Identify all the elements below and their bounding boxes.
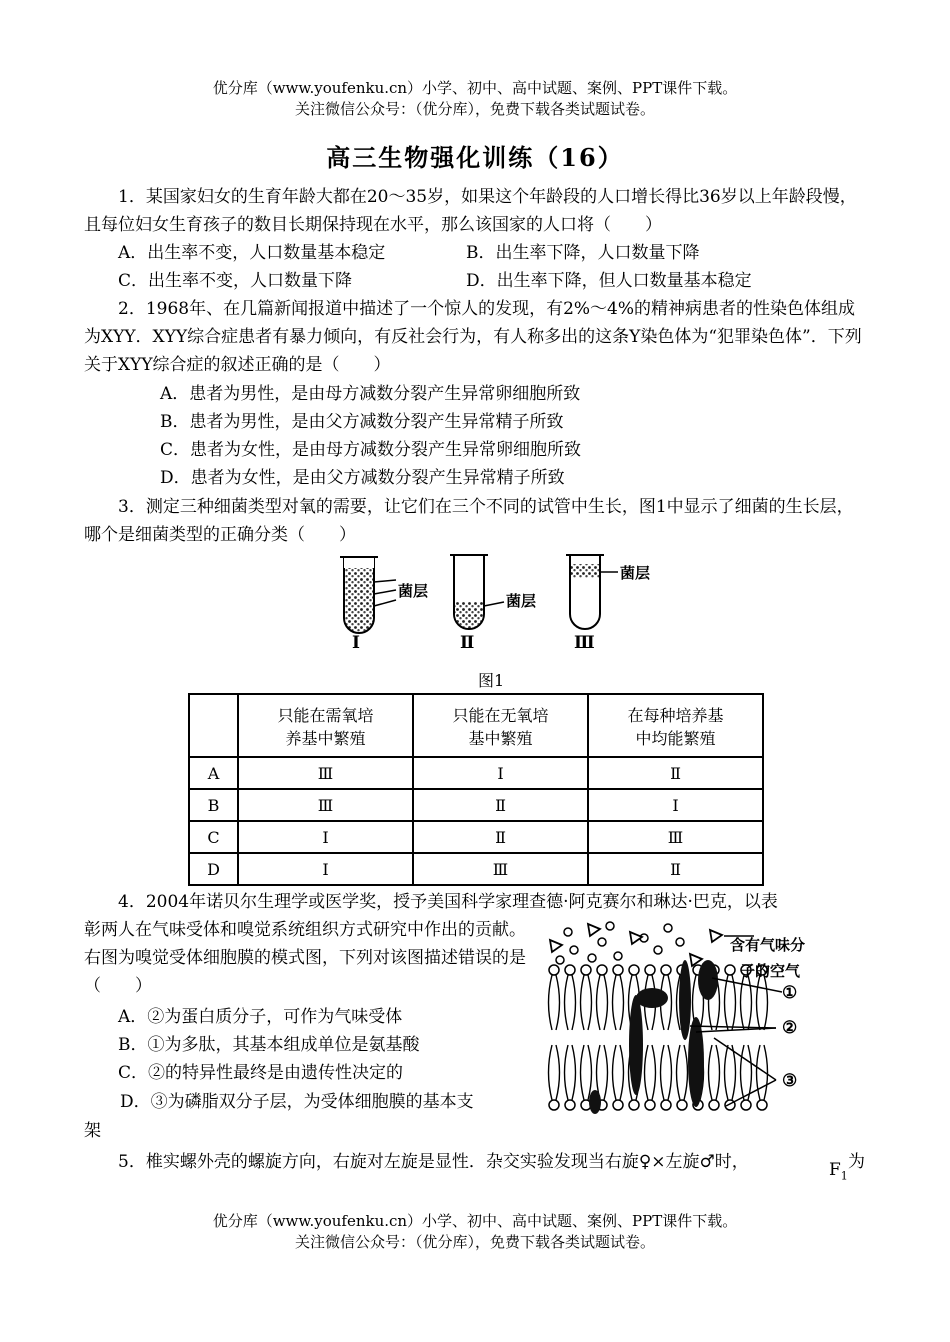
table-header-row: [189, 694, 763, 757]
lipid-tail: [757, 975, 768, 1030]
lipid-tail: [645, 1045, 656, 1100]
odor-molecule: [564, 928, 572, 936]
question-2-text: 2．1968年、在几篇新闻报道中描述了一个惊人的发现，有2%～4%的精神病患者的性染色体组成为XYY．XYY综合症患者有暴力倾向，有反社会行为，有人称多出的这条Y染色体为“犯罪染色体”．下列关于XYY综合症的叙述正确的是（ ）: [84, 299, 862, 375]
lipid-tail: [597, 1045, 608, 1100]
f1-symbol: [829, 1160, 848, 1182]
tube-2-name: Ⅱ: [460, 633, 475, 652]
question-1-option-c: C．出生率不变，人口数量下降: [118, 271, 353, 291]
lipid-head: [645, 1100, 655, 1110]
lipid-tail: [725, 1045, 736, 1100]
lipid-tail: [549, 975, 560, 1030]
table-cell: Ⅱ: [588, 757, 763, 789]
odor-molecule: [606, 922, 614, 930]
lipid-tail: [565, 975, 576, 1030]
table-cell: Ⅲ: [238, 757, 413, 789]
table-cell: I: [238, 853, 413, 885]
lipid-head: [597, 965, 607, 975]
lipid-tail: [709, 1045, 720, 1100]
tube-2-layer-label: 菌层: [506, 592, 537, 610]
lipid-head: [629, 965, 639, 975]
lipid-head: [613, 1100, 623, 1110]
table-header-cell: [413, 694, 588, 757]
odor-molecule: [588, 954, 596, 962]
odor-molecule: [630, 932, 642, 944]
question-4-option-a: A．②为蛋白质分子，可作为气味受体: [118, 1007, 403, 1027]
header-line: 基中繁殖: [468, 728, 533, 748]
question-4-text: 彰两人在气味受体和嗅觉系统组织方式研究中作出的贡献。右图为嗅觉受体细胞膜的模式图，下列对该图描述错误的是（ ）: [84, 920, 526, 996]
question-2-option-d: D．患者为女性，是由父方减数分裂产生异常精子所致: [160, 468, 565, 488]
lipid-head: [661, 965, 671, 975]
lipid-head: [613, 965, 623, 975]
odor-molecule: [588, 924, 600, 936]
tube-1-name: Ⅰ: [352, 633, 360, 652]
tube-1-layer-label: 菌层: [398, 582, 429, 600]
figure-1-caption: 图1: [478, 671, 505, 690]
table-cell: I: [413, 757, 588, 789]
table-cell: I: [238, 821, 413, 853]
lipid-head: [549, 1100, 559, 1110]
table-cell: D: [189, 853, 238, 885]
table-header-cell: [588, 694, 763, 757]
question-4-option-b: B．①为多肽，其基本组成单位是氨基酸: [118, 1035, 420, 1055]
footer-line-1: 优分库（www.youfenku.cn）小学、初中、高中试题、案例、PPT课件下载。: [212, 1212, 738, 1230]
table-cell: Ⅱ: [413, 789, 588, 821]
lipid-head: [581, 965, 591, 975]
odor-molecule: [570, 946, 578, 954]
lipid-tail: [677, 1045, 688, 1100]
odor-air-label-2: 子的空气: [740, 962, 801, 980]
header-line-2: 关注微信公众号：（优分库），免费下载各类试题试卷。: [294, 100, 655, 118]
test-tube-3: [566, 555, 618, 629]
membrane-figure: [540, 920, 870, 1120]
question-4-option-d: D．③为磷脂双分子层，为受体细胞膜的基本支: [120, 1092, 474, 1112]
label-mark-1: ①: [782, 983, 798, 1003]
odor-molecule: [556, 956, 564, 964]
lipid-tail: [725, 975, 736, 1030]
table-header-cell: [238, 694, 413, 757]
question-3-text: 3．测定三种细菌类型对氧的需要，让它们在三个不同的试管中生长，图1中显示了细菌的生长层，哪个是细菌类型的正确分类（ ）: [84, 497, 854, 545]
table-cell: Ⅲ: [238, 789, 413, 821]
table-cell: Ⅱ: [588, 853, 763, 885]
table-cell: I: [588, 789, 763, 821]
table-row: [189, 789, 763, 821]
lipid-tail: [741, 1045, 752, 1100]
question-1-option-d: D．出生率下降，但人口数量基本稳定: [466, 271, 752, 291]
label-mark-2: ②: [782, 1018, 798, 1038]
answer-table: [188, 693, 764, 886]
test-tube-2: [450, 555, 504, 629]
lipid-head: [741, 1100, 751, 1110]
lipid-tail: [549, 1045, 560, 1100]
question-2-option-a: A．患者为男性，是由母方减数分裂产生异常卵细胞所致: [160, 384, 581, 404]
table-cell: Ⅲ: [413, 853, 588, 885]
lipid-head: [709, 1100, 719, 1110]
lipid-head: [757, 1100, 767, 1110]
question-2-option-c: C．患者为女性，是由母方减数分裂产生异常卵细胞所致: [160, 440, 582, 460]
lipid-tail: [581, 975, 592, 1030]
table-cell: Ⅱ: [413, 821, 588, 853]
footer-line-2: 关注微信公众号：（优分库），免费下载各类试题试卷。: [294, 1233, 655, 1251]
header-line: 养基中繁殖: [285, 728, 366, 748]
table-row: [189, 821, 763, 853]
odor-molecule: [614, 952, 622, 960]
lipid-tail: [581, 1045, 592, 1100]
label-mark-3: ③: [782, 1071, 798, 1091]
question-4-option-d-cont: 架: [84, 1121, 101, 1141]
odor-molecule: [654, 946, 662, 954]
table-row: [189, 757, 763, 789]
tube-3-layer-label: 菌层: [620, 564, 651, 582]
question-5-text: 5．椎实螺外壳的螺旋方向，右旋对左旋是显性．杂交实验发现当右旋♀×左旋♂时，: [118, 1152, 749, 1172]
header-line: 在每种培养基: [627, 705, 724, 725]
table-cell: A: [189, 757, 238, 789]
table-corner-cell: [189, 694, 238, 757]
lipid-head: [725, 965, 735, 975]
phospholipid-bilayer: [549, 965, 768, 1110]
f1-subscript: 1: [840, 1169, 848, 1183]
lipid-head: [661, 1100, 671, 1110]
lipid-tail: [613, 1045, 624, 1100]
lipid-head: [549, 965, 559, 975]
lipid-tail: [741, 975, 752, 1030]
odor-molecule: [676, 938, 684, 946]
page-title: 高三生物强化训练（16）: [326, 143, 624, 172]
tube-3-name: Ⅲ: [574, 633, 595, 652]
lipid-head: [645, 965, 655, 975]
question-1-option-a: A．出生率不变，人口数量基本稳定: [118, 243, 386, 263]
odor-molecule: [690, 954, 702, 966]
lipid-tail: [661, 1045, 672, 1100]
header-line: 只能在无氧培: [452, 705, 549, 725]
lipid-head: [565, 965, 575, 975]
question-4-line-1: 4．2004年诺贝尔生理学或医学奖，授予美国科学家理查德·阿克赛尔和琳达·巴克，以表: [118, 892, 778, 912]
lipid-head: [629, 1100, 639, 1110]
question-5-tail: 为: [848, 1152, 865, 1172]
odor-molecule: [598, 938, 606, 946]
table-cell: Ⅲ: [588, 821, 763, 853]
odor-air-label-1: 含有气味分: [730, 936, 806, 954]
header-line: 只能在需氧培: [277, 705, 374, 725]
lipid-tail: [597, 975, 608, 1030]
odor-molecule: [664, 924, 672, 932]
odor-molecules: [550, 922, 722, 966]
table-row: [189, 853, 763, 885]
f1-letter: F: [829, 1160, 841, 1180]
question-1-option-b: B．出生率下降，人口数量下降: [466, 243, 700, 263]
header-line-1: 优分库（www.youfenku.cn）小学、初中、高中试题、案例、PPT课件下载。: [212, 79, 738, 97]
table-cell: B: [189, 789, 238, 821]
lipid-head: [565, 1100, 575, 1110]
lipid-tail: [565, 1045, 576, 1100]
header-line: 中均能繁殖: [635, 728, 716, 748]
question-2-option-b: B．患者为男性，是由父方减数分裂产生异常精子所致: [160, 412, 564, 432]
test-tube-1: [340, 557, 396, 633]
test-tube-figure: [330, 548, 660, 652]
odor-molecule: [550, 940, 562, 952]
table-cell: C: [189, 821, 238, 853]
odor-molecule: [710, 930, 722, 942]
lipid-head: [677, 1100, 687, 1110]
question-4-option-c: C．②的特异性最终是由遗传性决定的: [118, 1063, 404, 1083]
lipid-tail: [613, 975, 624, 1030]
question-1-text: 1．某国家妇女的生育年龄大都在20～35岁，如果这个年龄段的人口增长得比36岁以上年龄段慢，且每位妇女生育孩子的数目长期保持现在水平，那么该国家的人口将（ ）: [84, 187, 857, 235]
